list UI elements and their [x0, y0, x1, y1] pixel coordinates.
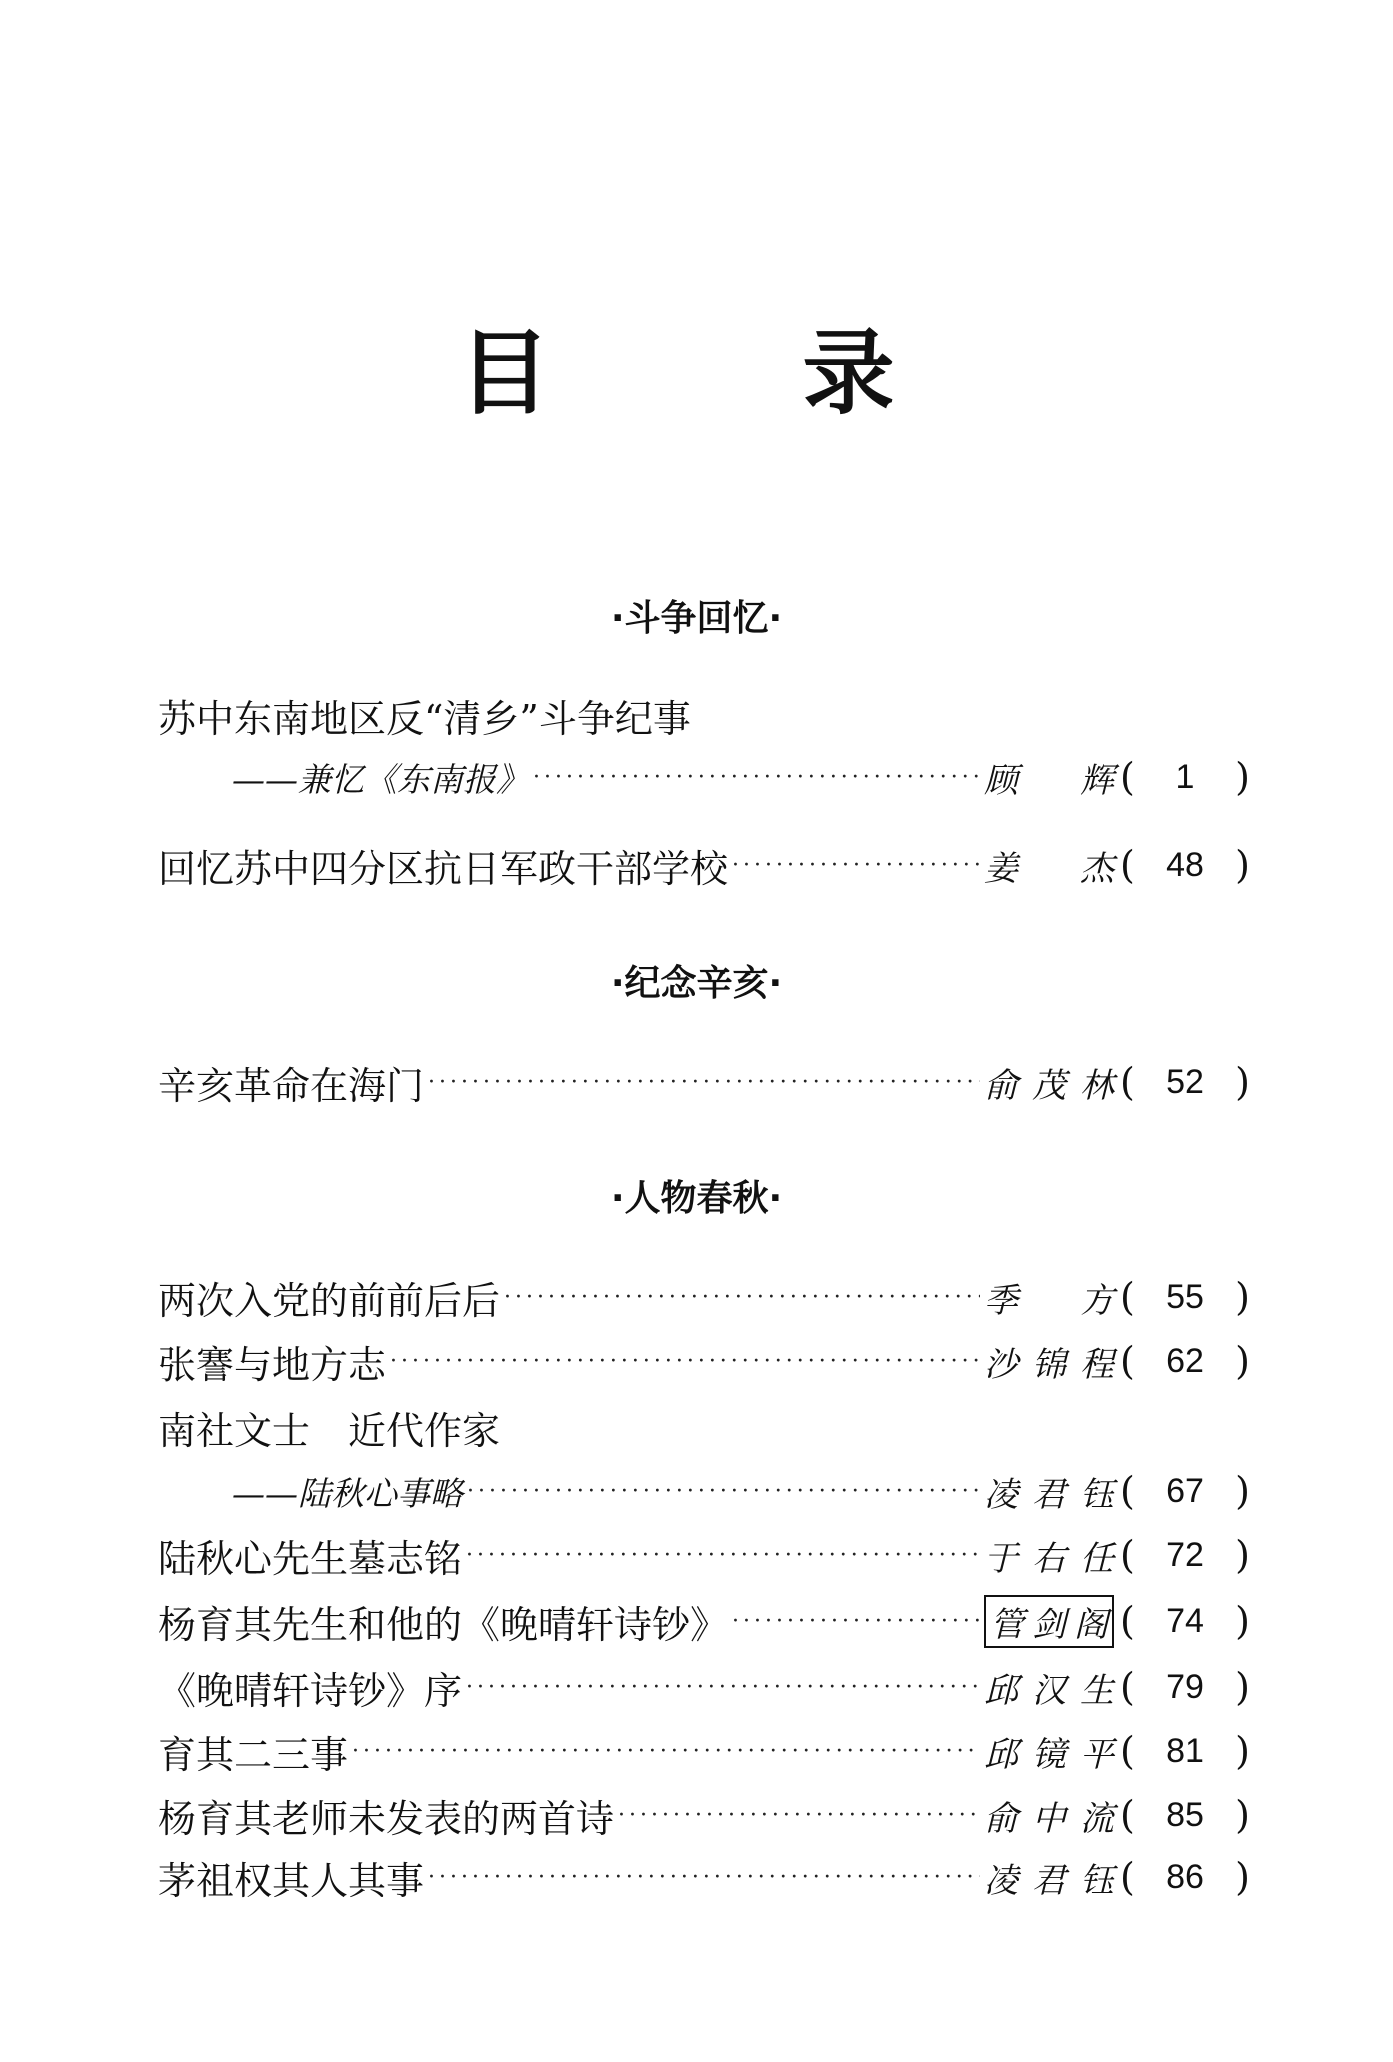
page-reference: ( 48 ) — [1120, 843, 1250, 887]
toc-entry[interactable] — [158, 1852, 1250, 1902]
page-reference: ( 52 ) — [1120, 1060, 1250, 1104]
dot-leader — [352, 1739, 980, 1764]
toc-entry-author: 凌君钰 — [984, 1474, 1114, 1515]
dot-leader — [618, 1803, 980, 1828]
toc-entry-title: 茅祖权其人其事 — [158, 1858, 425, 1903]
toc-entry-title: 陆秋心先生墓志铭 — [158, 1536, 463, 1581]
toc-entry-title: 回忆苏中四分区抗日军政干部学校 — [158, 846, 729, 891]
toc-entry[interactable] — [158, 1726, 1250, 1776]
toc-entry-title: 辛亥革命在海门 — [158, 1063, 425, 1108]
dot-leader — [390, 1349, 980, 1374]
toc-entry-author: 邱镜平 — [984, 1734, 1114, 1775]
dot-leader — [467, 1479, 980, 1504]
page-number: 79 — [1166, 1667, 1204, 1706]
toc-entry-author: 沙锦程 — [984, 1344, 1114, 1385]
page-number: 74 — [1166, 1601, 1204, 1640]
section-heading: ·纪念辛亥· — [610, 963, 783, 1004]
toc-entry-title: 两次入党的前前后后 — [158, 1278, 501, 1323]
page-reference: ( 79 ) — [1120, 1665, 1250, 1709]
page-reference: ( 55 ) — [1120, 1275, 1250, 1319]
toc-entry[interactable] — [158, 840, 1250, 890]
page-reference: ( 81 ) — [1120, 1729, 1250, 1773]
page-number: 48 — [1166, 845, 1204, 884]
page-reference: ( 62 ) — [1120, 1339, 1250, 1383]
toc-entry-title: 南社文士 近代作家 — [158, 1409, 501, 1453]
page-reference: ( 67 ) — [1120, 1469, 1250, 1513]
toc-entry-author: 邱汉生 — [984, 1670, 1114, 1711]
page-title: 目 录 — [458, 320, 975, 427]
section-heading: ·斗争回忆· — [610, 598, 783, 639]
toc-entry-author: 俞茂林 — [984, 1065, 1114, 1106]
page-number: 72 — [1166, 1535, 1204, 1574]
toc-entry[interactable] — [158, 1057, 1250, 1107]
page-number: 81 — [1166, 1731, 1204, 1770]
toc-entry-author: 凌君钰 — [984, 1860, 1114, 1901]
toc-entry-author: 俞中流 — [984, 1798, 1114, 1839]
page-number: 67 — [1166, 1471, 1204, 1510]
page-number: 55 — [1166, 1277, 1204, 1316]
toc-entry-title: 张謇与地方志 — [158, 1342, 387, 1387]
toc-entry-title: 育其二三事 — [158, 1732, 349, 1777]
dot-leader — [466, 1675, 980, 1700]
page-reference: ( 85 ) — [1120, 1793, 1250, 1837]
toc-entry[interactable] — [232, 752, 1250, 802]
toc-entry-title: 杨育其先生和他的《晚晴轩诗钞》 — [158, 1602, 729, 1647]
toc-entry[interactable] — [158, 1272, 1250, 1322]
dot-leader — [732, 853, 980, 878]
dot-leader — [428, 1865, 980, 1890]
toc-entry-author: 季 方 — [984, 1280, 1114, 1321]
page-number: 62 — [1166, 1341, 1204, 1380]
toc-entry[interactable] — [158, 1662, 1250, 1712]
toc-entry-title: 《晚晴轩诗钞》序 — [158, 1668, 463, 1713]
toc-entry-author: 管剑阁 — [984, 1595, 1114, 1648]
dot-leader — [504, 1285, 980, 1310]
page-reference: ( 72 ) — [1120, 1533, 1250, 1577]
dot-leader — [732, 1609, 980, 1634]
toc-entry-title: 苏中东南地区反“清乡”斗争纪事 — [158, 697, 691, 741]
page-number: 52 — [1166, 1062, 1204, 1101]
toc-entry-author: 姜 杰 — [984, 848, 1114, 889]
toc-entry-title: ——兼忆《东南报》 — [232, 759, 529, 799]
dot-leader — [466, 1543, 980, 1568]
page-reference: ( 74 ) — [1120, 1599, 1250, 1643]
toc-entry[interactable] — [158, 1530, 1250, 1580]
page-reference: ( 86 ) — [1120, 1855, 1250, 1899]
toc-entry[interactable] — [232, 1466, 1250, 1516]
toc-entry-author: 于右任 — [984, 1538, 1114, 1579]
page-number: 1 — [1175, 757, 1195, 796]
toc-entry-title: 杨育其老师未发表的两首诗 — [158, 1796, 615, 1841]
page-number: 85 — [1166, 1795, 1204, 1834]
toc-entry-author: 顾 辉 — [984, 760, 1114, 801]
toc-entry[interactable] — [158, 1336, 1250, 1386]
dot-leader — [533, 765, 980, 790]
section-heading: ·人物春秋· — [610, 1178, 783, 1219]
page-number: 86 — [1166, 1857, 1204, 1896]
toc-entry-title: ——陆秋心事略 — [232, 1473, 463, 1513]
toc-entry[interactable] — [158, 1790, 1250, 1840]
dot-leader — [428, 1070, 980, 1095]
toc-entry[interactable] — [158, 1596, 1250, 1646]
page-reference: ( 1 ) — [1120, 755, 1250, 799]
